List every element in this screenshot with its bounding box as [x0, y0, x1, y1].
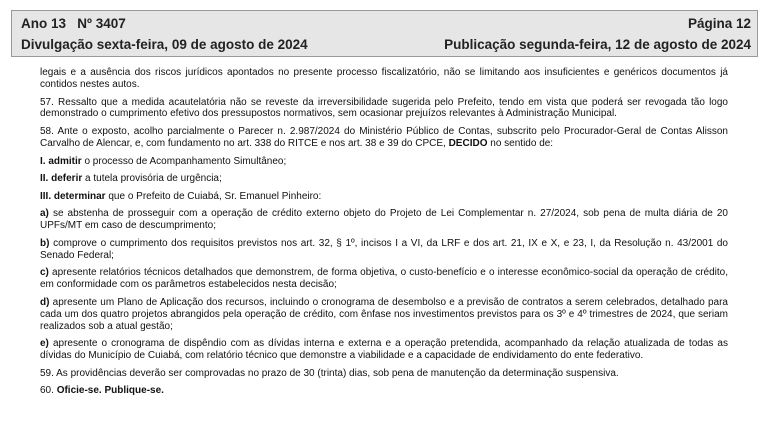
document-body	[40, 67, 728, 403]
page-number: Página 12	[687, 16, 751, 31]
paragraph-58: 58. Ante o exposto, acolho parcialmente o Parecer n. 2.987/2024 do Ministério Público de Contas, subscrito pelo Procurador-Geral de Contas Alisson Carvalho de Alencar, e, com fundamento no art. 338 do RITCE e nos art. 38 e 39 do CPCE, DECIDO no sentido de:	[40, 126, 728, 149]
divulgation-date: Divulgação sexta-feira, 09 de agosto de 2024	[21, 37, 308, 52]
item-e: e) apresente o cronograma de dispêndio com as dívidas interna e externa e a operação pretendida, acompanhado da relação atualizada de todas as dívidas do Município de Cuiabá, com relatório técnico que demonstre a viabilidade e a capacidade de endividamento do ente federativo.	[40, 338, 728, 362]
paragraph-59: 59. As providências deverão ser comprovadas no prazo de 30 (trinta) dias, sob pena de manutenção da determinação suspensiva.	[40, 367, 619, 379]
header-row-top	[21, 16, 751, 31]
publication-date: Publicação segunda-feira, 12 de agosto de 2024	[444, 37, 751, 52]
header-row-bottom	[21, 37, 751, 52]
item-ii-deferir: II. deferir a tutela provisória de urgência;	[40, 173, 222, 185]
item-a: a) se abstenha de prosseguir com a operação de crédito externo objeto do Projeto de Lei Complementar n. 27/2024, sob pena de multa diária de 20 UPFs/MT em caso de descumprimento;	[40, 208, 728, 232]
edition-number: Ano 13 Nº 3407	[21, 16, 126, 31]
page-header	[11, 10, 758, 57]
paragraph-60: 60. Oficie-se. Publique-se.	[40, 385, 164, 397]
item-i-admitir: I. admitir o processo de Acompanhamento Simultâneo;	[40, 155, 287, 167]
item-b: b) comprove o cumprimento dos requisitos previstos nos art. 32, § 1º, incisos I a VI, da LRF e dos art. 21, IX e X, e 23, I, da Resolução n. 43/2001 do Senado Federal;	[40, 237, 728, 261]
item-iii-determinar: III. determinar que o Prefeito de Cuiabá, Sr. Emanuel Pinheiro:	[40, 190, 322, 202]
item-d: d) apresente um Plano de Aplicação dos recursos, incluindo o cronograma de desembolso e a previsão de contratos a serem celebrados, detalhado para cada um dos quatro projetos abrangidos pela operação de crédito, com ênfase nos investimentos previstos para os 3º e 4º trimestres de 2024, que seriam realizados sob a atual gestão;	[40, 296, 728, 332]
paragraph-57: 57. Ressalto que a medida acautelatória não se reveste da irreversibilidade sugerida pelo Prefeito, tendo em vista que poderá ser revogada tão logo demonstrado o cumprimento efetivo dos pressupostos normativos, sem ocasionar prejuízos relevantes à Administração Municipal.	[40, 96, 728, 120]
item-c: c) apresente relatórios técnicos detalhados que demonstrem, de forma objetiva, o custo-benefício e o interesse econômico-social da operação de crédito, em conformidade com os parâmetros estabelecidos nesta decisão;	[40, 267, 728, 291]
paragraph-56-continuation: legais e a ausência dos riscos jurídicos apontados no presente processo fiscalizatório, não se limitando aos insuficientes e genéricos documentos já contidos nestes autos.	[40, 67, 728, 90]
